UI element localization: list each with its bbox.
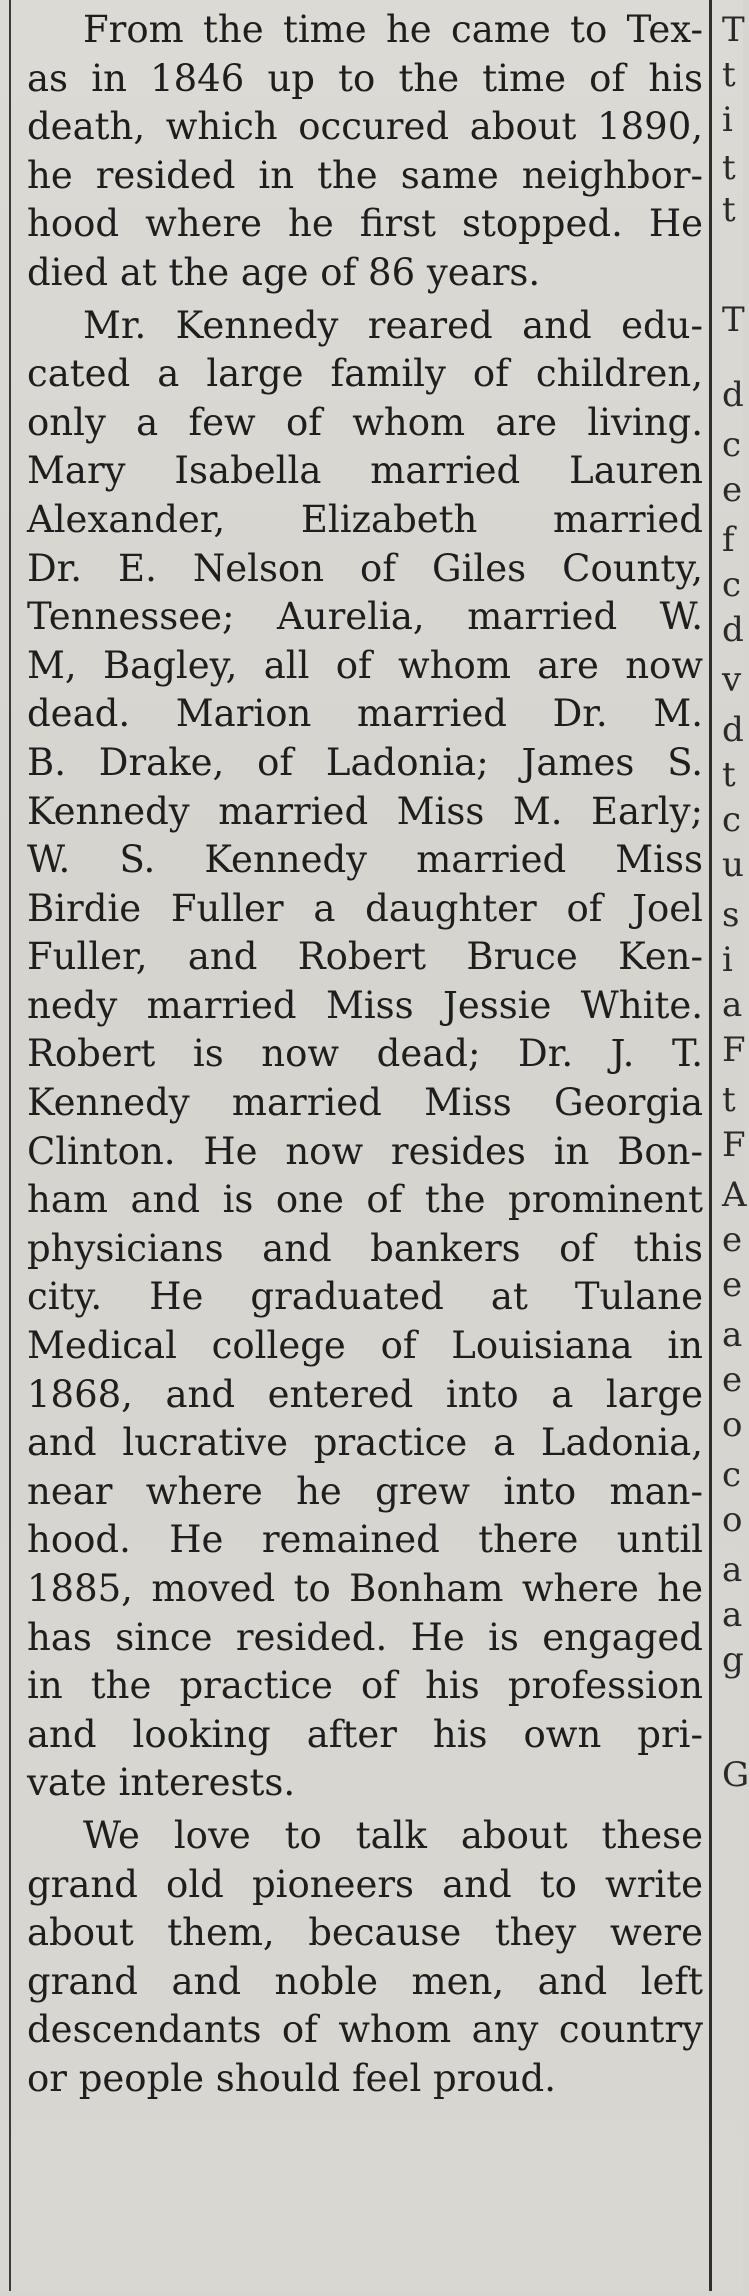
fragment-letter: c [722,425,742,465]
fragment-letter: t [722,148,736,188]
fragment-letter: i [722,940,733,980]
text-line: Dr. E. Nelson of Giles County, [27,546,703,590]
text-line: From the time he came to Tex- [83,8,703,51]
fragment-letter: e [722,470,743,510]
cut-off-bottom-line [130,2276,550,2296]
fragment-letter: d [722,375,744,415]
fragment-letter: a [722,1550,743,1590]
text-line: Clinton. He now resides in Bon- [27,1129,703,1173]
fragment-letter: e [722,1360,743,1400]
fragment-letter: v [722,660,742,700]
fragment-letter: s [722,895,740,935]
fragment-letter: g [722,1640,744,1680]
text-line: Robert is now dead; Dr. J. T. [27,1032,703,1076]
fragment-letter: d [722,610,744,650]
text-line: he resided in the same neighbor- [27,153,703,197]
fragment-letter: T [722,300,745,340]
text-line: Kennedy married Miss M. Early; [27,789,703,833]
text-line: cated a large family of children, [27,352,703,396]
text-line: Tennessee; Aurelia, married W. [27,595,703,639]
text-line: Mr. Kennedy reared and edu- [83,303,703,347]
text-line: We love to talk about these [83,1813,703,1857]
text-line: hood where he first stopped. He [27,202,703,246]
fragment-letter: c [722,565,742,605]
fragment-letter: o [722,1405,743,1445]
cut-off-top-line [60,0,700,4]
text-line: 1885, moved to Bonham where he [27,1567,703,1610]
fragment-letter: e [722,1220,743,1260]
text-line: only a few of whom are living. [27,400,703,444]
text-line: death, which occured about 1890, [27,105,703,149]
text-line: or people should feel proud. [27,2056,556,2100]
text-line: dead. Marion married Dr. M. [27,692,703,736]
text-line: Mary Isabella married Lauren [27,449,703,493]
text-line: 1868, and entered into a large [27,1372,703,1416]
fragment-letter: F [722,1125,746,1165]
text-line: physicians and bankers of this [27,1226,703,1270]
text-line: M, Bagley, all of whom are now [27,643,703,687]
fragment-letter: a [722,1595,743,1635]
paragraph-3 [27,1812,703,2104]
fragment-letter: T [722,10,745,50]
text-line: Birdie Fuller a daughter of Joel [27,886,703,930]
text-line: Fuller, and Robert Bruce Ken- [27,935,703,979]
paragraph-1 [27,6,703,298]
text-line: and looking after his own pri- [27,1712,703,1756]
text-line: Alexander, Elizabeth married [27,497,703,541]
text-line: ham and is one of the prominent [27,1178,703,1222]
fragment-letter: a [722,1315,743,1355]
text-line: died at the age of 86 years. [27,250,541,294]
fragment-letter: a [722,985,743,1025]
text-line: vate interests. [27,1761,296,1805]
text-line: Kennedy married Miss Georgia [27,1081,703,1125]
text-line: has since resided. He is engaged [27,1615,703,1659]
paragraph-2 [27,302,703,1808]
text-line: and lucrative practice a Ladonia, [27,1421,703,1465]
fragment-letter: e [722,1265,743,1305]
fragment-letter: c [722,800,742,840]
fragment-letter: o [722,1500,743,1540]
fragment-letter: F [722,1030,746,1070]
fragment-letter: i [722,100,733,140]
text-line: B. Drake, of Ladonia; James S. [27,740,703,784]
fragment-letter: f [722,520,735,560]
text-line: hood. He remained there until [27,1518,703,1562]
fragment-letter: t [722,55,736,95]
text-line: descendants of whom any country [27,2008,703,2052]
fragment-letter: A [722,1175,747,1215]
text-line: as in 1846 up to the time of his [27,56,703,100]
text-line: W. S. Kennedy married Miss [27,838,703,882]
left-column-rule [9,0,11,2291]
text-line: grand old pioneers and to write [27,1862,703,1906]
text-line: city. He graduated at Tulane [27,1275,703,1319]
fragment-letter: t [722,190,736,230]
text-line: grand and noble men, and left [27,1959,703,2003]
text-line: about them, because they were [27,1911,703,1955]
fragment-letter: c [722,1455,742,1495]
text-line: in the practice of his profession [27,1664,703,1708]
right-column-rule [709,0,712,2291]
fragment-letter: d [722,710,744,750]
text-line: nedy married Miss Jessie White. [27,983,703,1027]
article-column [27,6,703,2104]
fragment-letter: G [722,1755,749,1795]
fragment-letter: t [722,1080,736,1120]
text-line: near where he grew into man- [27,1469,703,1513]
fragment-letter: t [722,755,736,795]
fragment-letter: u [722,845,744,885]
text-line: Medical college of Louisiana in [27,1324,703,1368]
